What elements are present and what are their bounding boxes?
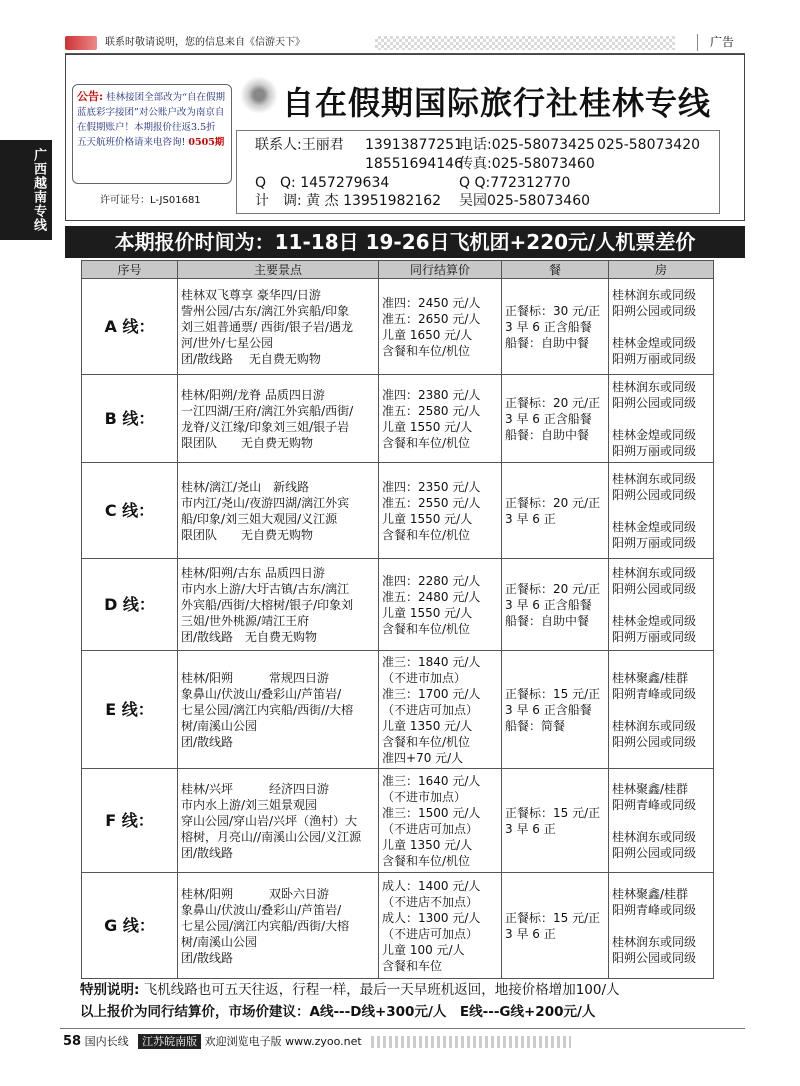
col-header-spots: 主要景点	[178, 261, 379, 279]
route-price-line: （不进店不加点）	[382, 894, 479, 909]
route-room-line	[612, 503, 710, 519]
top-bar-text: 联系时敬请说明，您的信息来自《信游天下》	[105, 37, 305, 48]
route-room-line: 阳朔青峰或同级	[612, 686, 697, 701]
route-price-line: 含餐和车位/机位	[382, 527, 471, 542]
route-room-line: 阳朔万丽或同级	[612, 351, 697, 366]
route-room-cell	[609, 375, 714, 463]
route-room-line: 阳朔万丽或同级	[612, 535, 697, 550]
col-header-index: 序号	[82, 261, 178, 279]
fax: 传真:025-58073460	[459, 156, 595, 172]
route-meal-cell	[502, 463, 609, 559]
route-line-label: A 线：	[82, 279, 178, 375]
route-spots-line: 团/散线路	[181, 734, 234, 749]
route-spots-line: 限团队 无自费无购物	[181, 527, 314, 542]
route-price-line: 含餐和车位/机位	[382, 343, 471, 358]
table-row	[82, 651, 714, 769]
route-price-line: （不进店可加点）	[382, 702, 479, 717]
route-meal-line: 3 早 6 正	[505, 511, 556, 526]
table-row	[82, 463, 714, 559]
route-price-line: 准三：1840 元/人	[382, 654, 481, 669]
route-room-line: 桂林润东或同级	[612, 934, 697, 949]
route-price-line: 儿童 1550 元/人	[382, 605, 473, 620]
route-price-line: 儿童 1550 元/人	[382, 511, 473, 526]
route-room-cell	[609, 873, 714, 979]
route-price-cell	[379, 375, 502, 463]
route-spots-cell	[178, 375, 379, 463]
route-room-cell	[609, 463, 714, 559]
route-meal-cell	[502, 279, 609, 375]
route-meal-cell	[502, 651, 609, 769]
route-spots-cell	[178, 559, 379, 651]
route-room-line: 阳朔青峰或同级	[612, 797, 697, 812]
route-price-cell	[379, 463, 502, 559]
route-spots-line: 桂林/阳朔 双卧六日游	[181, 886, 330, 901]
route-room-line: 阳朔万丽或同级	[612, 443, 697, 458]
route-price-line: 准四：2280 元/人	[382, 573, 481, 588]
route-price-line: 准五：2550 元/人	[382, 495, 481, 510]
route-line-label: E 线：	[82, 651, 178, 769]
route-room-line: 桂林润东或同级	[612, 287, 697, 302]
route-meal-line: 船餐：简餐	[505, 718, 566, 733]
special-note	[80, 978, 620, 998]
route-meal-line: 正餐标：15 元/正	[505, 805, 601, 820]
notice-period: 0505期	[188, 137, 225, 148]
table-row	[82, 559, 714, 651]
route-spots-cell	[178, 279, 379, 375]
office-tel: 电话:025-58073425	[459, 137, 595, 153]
side-category-tab: 广西越南专线	[0, 140, 52, 240]
route-room-line: 桂林润东或同级	[612, 829, 697, 844]
route-spots-line: 刘三姐普通票/ 西街/银子岩/遇龙	[181, 319, 353, 334]
route-room-line: 桂林聚鑫/桂群	[612, 886, 689, 901]
route-spots-line: 七星公园/漓江内宾船/西街//大榕	[181, 702, 354, 717]
route-price-cell	[379, 651, 502, 769]
route-spots-line: 团/散线路 无自费无购物	[181, 351, 321, 366]
route-price-line: 准四+70 元/人	[382, 750, 464, 765]
route-line-label: G 线：	[82, 873, 178, 979]
wuyuan-contact: 吴园025-58073460	[459, 193, 591, 209]
contact-box	[236, 130, 720, 214]
route-price-line: 准三：1640 元/人	[382, 773, 481, 788]
route-spots-cell	[178, 769, 379, 873]
route-spots-line: 船/印象/刘三姐大观园/义江源	[181, 511, 338, 526]
route-price-line: 儿童 1650 元/人	[382, 327, 473, 342]
route-spots-line: 桂林/漓江/尧山 新线路	[181, 479, 310, 494]
route-meal-cell	[502, 375, 609, 463]
route-room-line: 桂林润东或同级	[612, 565, 697, 580]
route-spots-line: 七星公园/漓江内宾船/西街/大榕	[181, 918, 350, 933]
route-price-line: （不进市加点）	[382, 789, 467, 804]
route-meal-cell	[502, 873, 609, 979]
route-room-line: 阳朔公园或同级	[612, 581, 697, 596]
route-line-label: C 线：	[82, 463, 178, 559]
table-row	[82, 279, 714, 375]
route-spots-line: 三姐/世外桃源/靖江王府	[181, 613, 310, 628]
qq-1: Q Q: 1457279634	[255, 175, 390, 191]
route-room-line: 阳朔公园或同级	[612, 845, 697, 860]
col-header-price: 同行结算价	[379, 261, 502, 279]
route-price-line: 儿童 1550 元/人	[382, 419, 473, 434]
route-price-line: 准三：1700 元/人	[382, 686, 481, 701]
route-price-line: 准四：2450 元/人	[382, 295, 481, 310]
route-room-line: 桂林聚鑫/桂群	[612, 781, 689, 796]
route-price-line: （不进店可加点）	[382, 821, 479, 836]
price-table	[81, 260, 714, 979]
footer-site: 欢迎浏览电子版 www.zyoo.net	[204, 1035, 362, 1048]
special-note-text: 飞机线路也可五天往返，行程一样，最后一天早班机返回，地接价格增加100/人	[139, 982, 620, 998]
route-price-line: 儿童 1350 元/人	[382, 718, 473, 733]
contact-phone-2: 18551694146	[365, 156, 463, 172]
table-header-row	[82, 261, 714, 279]
route-spots-line: 象鼻山/伏波山/叠彩山/芦笛岩/	[181, 686, 342, 701]
publisher-logo	[65, 36, 97, 50]
route-spots-line: 一江四湖/王府/漓江外宾船/西街/	[181, 403, 354, 418]
route-price-line: 含餐和车位	[382, 958, 443, 973]
route-spots-line: 桂林/阳朔 常规四日游	[181, 670, 330, 685]
contact-phone-1: 13913877251	[365, 137, 463, 153]
route-price-line: 含餐和车位/机位	[382, 621, 471, 636]
route-spots-cell	[178, 651, 379, 769]
route-price-line: 含餐和车位/机位	[382, 853, 471, 868]
route-meal-cell	[502, 769, 609, 873]
route-meal-line: 3 早 6 正含船餐	[505, 319, 592, 334]
dandelion-icon	[240, 76, 278, 114]
route-price-line: 含餐和车位/机位	[382, 435, 471, 450]
qq-2: Q Q:772312770	[459, 175, 571, 191]
notice-scroll	[72, 84, 232, 184]
price-note: 以上报价为同行结算价，市场价建议：A线---D线+300元/人 E线---G线+200元/人	[80, 1004, 596, 1020]
route-meal-line: 船餐：自助中餐	[505, 427, 590, 442]
route-room-line: 桂林金煌或同级	[612, 427, 697, 442]
route-price-cell	[379, 279, 502, 375]
route-spots-line: 团/散线路 无自费无购物	[181, 629, 318, 644]
route-room-line: 桂林润东或同级	[612, 718, 697, 733]
route-meal-line: 正餐标：20 元/正	[505, 495, 601, 510]
route-meal-line: 3 早 6 正含船餐	[505, 702, 592, 717]
route-spots-line: 龙脊/义江缘/印象刘三姐/银子岩	[181, 419, 350, 434]
route-room-line: 阳朔公园或同级	[612, 734, 697, 749]
route-room-line: 桂林润东或同级	[612, 379, 697, 394]
table-row	[82, 375, 714, 463]
route-price-line: 准五：2480 元/人	[382, 589, 481, 604]
brand-title: 自在假期国际旅行社桂林专线	[282, 84, 712, 122]
route-spots-line: 桂林/阳朔/古东 品质四日游	[181, 565, 325, 580]
route-spots-line: 市内水上游/刘三姐景观园	[181, 797, 318, 812]
route-price-line: 成人：1400 元/人	[382, 878, 481, 893]
route-meal-cell	[502, 559, 609, 651]
route-room-line	[612, 319, 710, 335]
route-room-cell	[609, 279, 714, 375]
route-spots-line: 穿山公园/穿山岩/兴坪（渔村）大	[181, 813, 358, 828]
route-price-line: 准四：2350 元/人	[382, 479, 481, 494]
route-room-line: 桂林金煌或同级	[612, 335, 697, 350]
route-price-line: （不进市加点）	[382, 670, 467, 685]
route-room-line	[612, 702, 710, 718]
route-spots-cell	[178, 463, 379, 559]
route-price-line: 含餐和车位/机位	[382, 734, 471, 749]
route-room-line: 阳朔公园或同级	[612, 950, 697, 965]
route-meal-line: 船餐：自助中餐	[505, 613, 590, 628]
route-spots-line: 桂林/兴坪 经济四日游	[181, 781, 330, 796]
price-period-banner: 本期报价时间为：11-18日 19-26日飞机团+220元/人机票差价	[65, 226, 745, 258]
contact-person: 联系人:王丽君	[255, 137, 344, 153]
route-line-label: D 线：	[82, 559, 178, 651]
route-room-line	[612, 597, 710, 613]
col-header-meal: 餐	[502, 261, 609, 279]
top-bar	[65, 36, 745, 53]
route-spots-line: 市内江/尧山/夜游四湖/漓江外宾	[181, 495, 350, 510]
route-meal-line: 3 早 6 正含船餐	[505, 411, 592, 426]
route-meal-line: 3 早 6 正含船餐	[505, 597, 592, 612]
route-room-line: 桂林润东或同级	[612, 471, 697, 486]
route-spots-line: 树/南溪山公园	[181, 934, 258, 949]
route-price-cell	[379, 873, 502, 979]
route-room-cell	[609, 559, 714, 651]
route-spots-line: 桂林双飞尊享 豪华四/日游	[181, 287, 321, 302]
route-price-line: 准五：2650 元/人	[382, 311, 481, 326]
col-header-room: 房	[609, 261, 714, 279]
route-spots-line: 河/世外/七星公园	[181, 335, 274, 350]
route-spots-line: 树/南溪山公园	[181, 718, 258, 733]
route-spots-line: 限团队 无自费无购物	[181, 435, 314, 450]
route-spots-line: 团/散线路	[181, 950, 234, 965]
notice-title: 公告:	[77, 90, 104, 103]
ad-tag: 广告	[697, 34, 746, 51]
page-footer	[63, 1035, 571, 1049]
route-room-line: 桂林金煌或同级	[612, 519, 697, 534]
table-row	[82, 873, 714, 979]
route-price-line: 成人：1300 元/人	[382, 910, 481, 925]
route-spots-line: 市内水上游/大圩古镇/古东/漓江	[181, 581, 350, 596]
route-room-line: 阳朔公园或同级	[612, 395, 697, 410]
special-note-label: 特别说明:	[80, 982, 140, 998]
top-bar-pattern	[375, 36, 675, 50]
planner: 计 调: 黄 杰 13951982162	[255, 193, 442, 209]
route-room-line: 桂林金煌或同级	[612, 613, 697, 628]
route-room-line: 阳朔万丽或同级	[612, 629, 697, 644]
route-meal-line: 正餐标：20 元/正	[505, 581, 601, 596]
route-room-line	[612, 813, 710, 829]
route-room-line: 阳朔公园或同级	[612, 303, 697, 318]
route-spots-line: 桂林/阳朔/龙脊 品质四日游	[181, 387, 325, 402]
route-line-label: B 线：	[82, 375, 178, 463]
page-number: 58	[63, 1034, 82, 1049]
route-meal-line: 正餐标：20 元/正	[505, 395, 601, 410]
footer-pattern	[371, 1036, 571, 1048]
footer-section: 国内长线	[84, 1035, 129, 1048]
route-room-line	[612, 918, 710, 934]
route-price-cell	[379, 559, 502, 651]
route-meal-line: 正餐标：30 元/正	[505, 303, 601, 318]
route-meal-line: 正餐标：15 元/正	[505, 910, 601, 925]
route-line-label: F 线：	[82, 769, 178, 873]
route-room-cell	[609, 769, 714, 873]
table-row	[82, 769, 714, 873]
route-spots-line: 訾州公园/古东/漓江外宾船/印象	[181, 303, 350, 318]
route-price-line: 儿童 1350 元/人	[382, 837, 473, 852]
route-meal-line: 船餐：自助中餐	[505, 335, 590, 350]
license-number: 许可证号：L-JS01681	[100, 195, 201, 206]
route-price-cell	[379, 769, 502, 873]
route-price-line: 准三：1500 元/人	[382, 805, 481, 820]
notice-body: 桂林接团全部改为“自在假期蓝底彩字接团”对公账户改为南京自在假期账户！本期报价往返3.5折 五天航班价格请来电咨询!	[77, 92, 226, 148]
route-room-line: 桂林聚鑫/桂群	[612, 670, 689, 685]
route-meal-line: 正餐标：15 元/正	[505, 686, 601, 701]
route-price-line: 准五：2580 元/人	[382, 403, 481, 418]
route-meal-line: 3 早 6 正	[505, 926, 556, 941]
route-price-line: （不进店可加点）	[382, 926, 479, 941]
route-spots-cell	[178, 873, 379, 979]
route-room-line: 阳朔青峰或同级	[612, 902, 697, 917]
route-room-cell	[609, 651, 714, 769]
route-spots-line: 团/散线路	[181, 845, 234, 860]
bottom-divider	[60, 1028, 745, 1029]
route-price-line: 准四：2380 元/人	[382, 387, 481, 402]
route-spots-line: 榕树，月亮山//南溪山公园/义江源	[181, 829, 362, 844]
route-room-line: 阳朔公园或同级	[612, 487, 697, 502]
route-price-line: 儿童 100 元/人	[382, 942, 465, 957]
route-room-line	[612, 411, 710, 427]
route-spots-line: 外宾船/西街/大榕树/银子/印象刘	[181, 597, 354, 612]
office-tel-2: 025-58073420	[597, 137, 701, 153]
footer-edition: 江苏皖南版	[138, 1034, 201, 1049]
route-spots-line: 象鼻山/伏波山/叠彩山/芦笛岩/	[181, 902, 342, 917]
route-meal-line: 3 早 6 正	[505, 821, 556, 836]
